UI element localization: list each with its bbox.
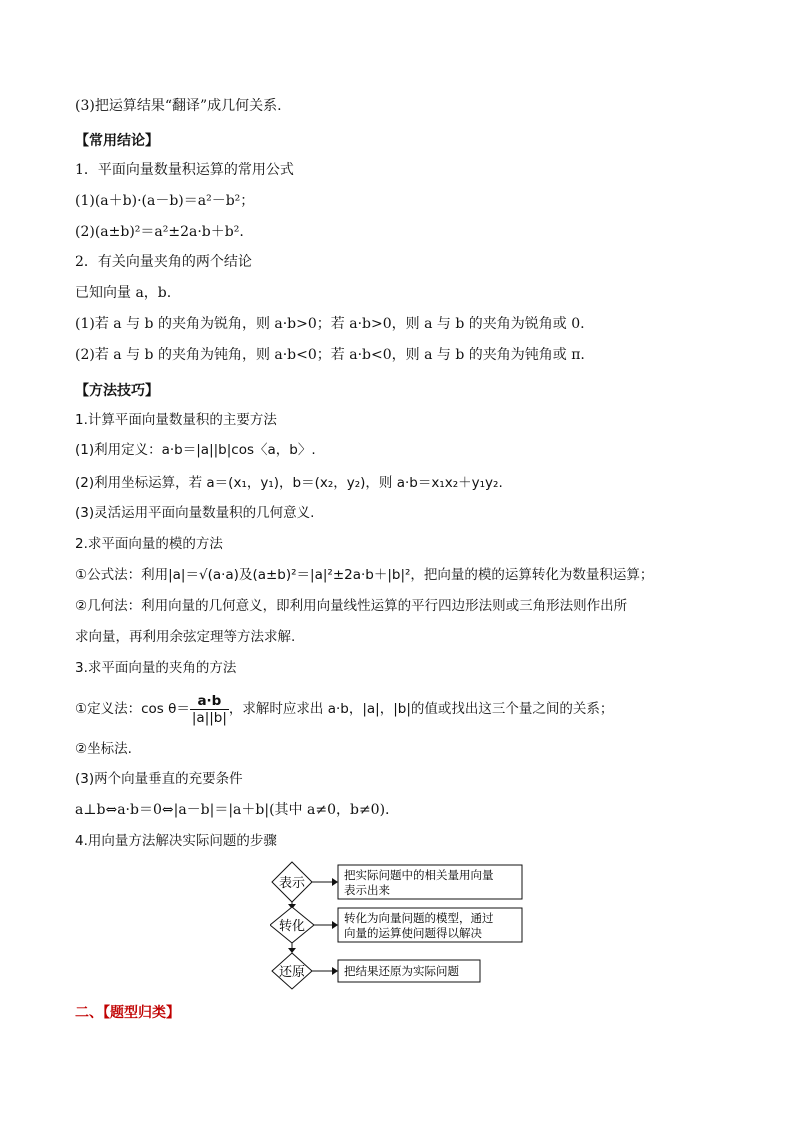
text-line: 1．平面向量数量积运算的常用公式 bbox=[75, 162, 294, 178]
text-line: (1)利用定义：a·b＝|a||b|cos〈a，b〉. bbox=[75, 442, 316, 458]
formula-line: a⊥b⇔a·b＝0⇔|a－b|＝|a＋b|(其中 a≠0，b≠0). bbox=[75, 802, 390, 818]
flow-box-text: 把结果还原为实际问题 bbox=[344, 964, 459, 978]
text-fragment: ，求解时应求出 a·b，|a|，|b|的值或找出这三个量之间的关系； bbox=[228, 701, 614, 717]
text-line: (3)把运算结果“翻译”成几何关系. bbox=[75, 98, 282, 114]
text-line: 已知向量 a，b. bbox=[75, 285, 172, 301]
flow-box-text: 转化为向量问题的模型，通过 bbox=[344, 911, 494, 925]
text-line: (3)两个向量垂直的充要条件 bbox=[75, 771, 243, 787]
text-line: 2．有关向量夹角的两个结论 bbox=[75, 254, 252, 270]
text-line: (2)利用坐标运算，若 a＝(x₁，y₁)，b＝(x₂，y₂)，则 a·b＝x₁x₂＋y₁y₂. bbox=[75, 475, 503, 491]
section-heading-methods: 【方法技巧】 bbox=[75, 383, 159, 399]
text-line: (3)灵活运用平面向量数量积的几何意义. bbox=[75, 505, 315, 521]
text-line: ②几何法：利用向量的几何意义，即利用向量线性运算的平行四边形法则或三角形法则作出所 bbox=[75, 598, 628, 614]
text-fragment: ①定义法：cos θ＝ bbox=[75, 701, 190, 717]
text-line: (2)若 a 与 b 的夹角为钝角，则 a·b<0；若 a·b<0，则 a 与 b 的夹角为钝角或 π. bbox=[75, 347, 585, 363]
flow-diamond-label: 转化 bbox=[278, 919, 306, 934]
flow-diamond-label: 还原 bbox=[278, 965, 306, 980]
section-heading-conclusions: 【常用结论】 bbox=[75, 133, 159, 149]
text-line: 求向量，再利用余弦定理等方法求解. bbox=[75, 629, 296, 645]
flow-box-text: 把实际问题中的相关量用向量 bbox=[344, 868, 494, 882]
flowchart bbox=[270, 860, 530, 990]
fraction-numerator: a·b bbox=[190, 693, 229, 710]
formula-definition-line bbox=[75, 690, 613, 728]
section-heading-question-types: 二、【题型归类】 bbox=[75, 1005, 180, 1021]
text-line: (1)若 a 与 b 的夹角为锐角，则 a·b>0；若 a·b>0，则 a 与 b 的夹角为锐角或 0. bbox=[75, 316, 585, 332]
formula-line: (1)(a＋b)·(a－b)＝a²－b²； bbox=[75, 193, 255, 209]
text-line: ②坐标法. bbox=[75, 741, 132, 757]
formula-line: (2)(a±b)²＝a²±2a·b＋b². bbox=[75, 224, 244, 240]
text-line: 3.求平面向量的夹角的方法 bbox=[75, 660, 237, 676]
flow-box-text: 表示出来 bbox=[344, 883, 390, 897]
flow-box-text: 向量的运算使问题得以解决 bbox=[344, 926, 482, 940]
flow-diamond-label: 表示 bbox=[278, 876, 306, 891]
fraction bbox=[190, 693, 229, 726]
fraction-denominator: |a||b| bbox=[191, 709, 227, 726]
text-line: ①公式法：利用|a|＝√(a·a)及(a±b)²＝|a|²±2a·b＋|b|²，把向量的模的运算转化为数量积运算； bbox=[75, 567, 654, 583]
text-line: 1.计算平面向量数量积的主要方法 bbox=[75, 412, 277, 428]
text-line: 4.用向量方法解决实际问题的步骤 bbox=[75, 833, 277, 849]
text-line: 2.求平面向量的模的方法 bbox=[75, 536, 223, 552]
